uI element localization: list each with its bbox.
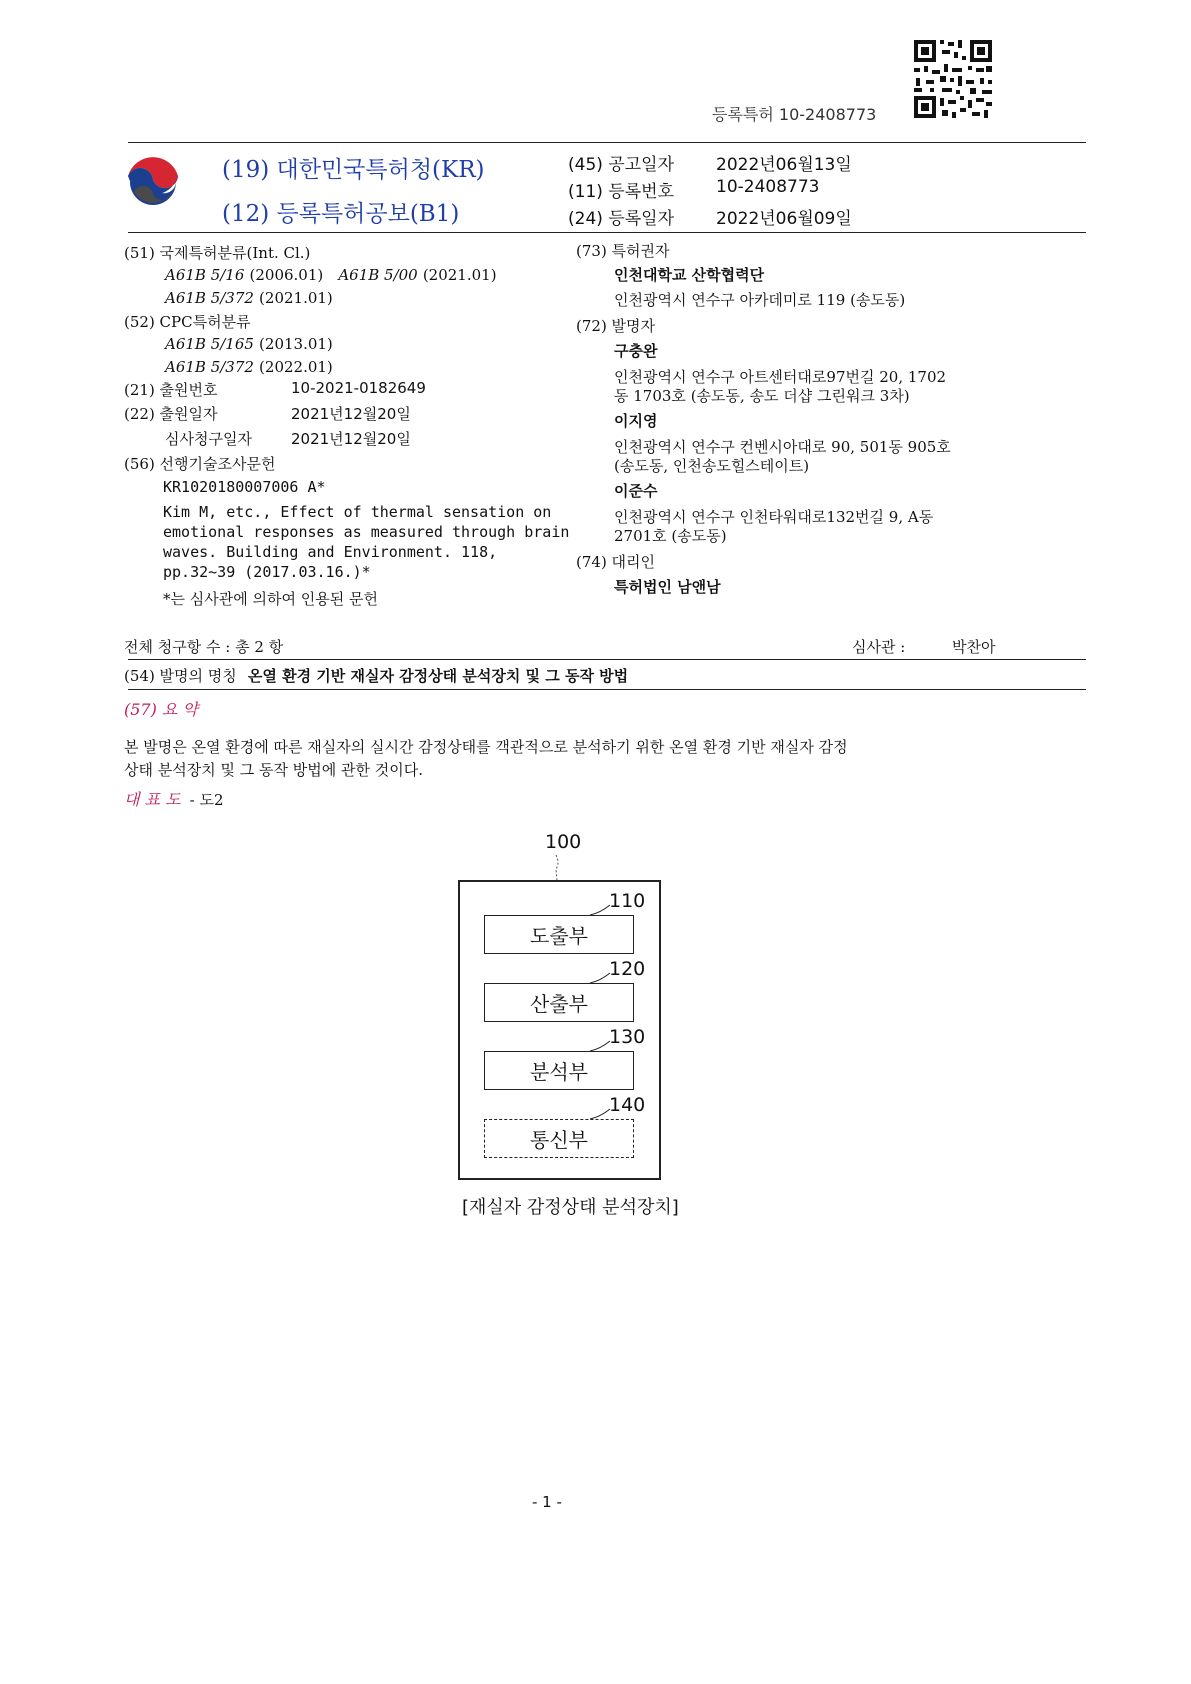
- inventor-address: (송도동, 인천송도힐스테이트): [614, 457, 810, 475]
- outer-ref-number: 100: [545, 831, 582, 853]
- inventor-name: 구충완: [614, 342, 658, 360]
- ipc-code: A61B 5/16: [165, 266, 245, 284]
- abstract-heading: (57) 요 약: [124, 700, 198, 719]
- patentee-address: 인천광역시 연수구 아카데미로 119 (송도동): [614, 291, 906, 309]
- block-communication: 통신부: [484, 1119, 634, 1158]
- registration-number: 등록특허 10-2408773: [712, 105, 877, 124]
- title-label: (54) 발명의 명칭: [124, 667, 237, 685]
- inventor-name: 이지영: [614, 412, 658, 430]
- cpc-year: (2013.01): [259, 335, 333, 353]
- exam-date: 2021년12월20일: [291, 430, 411, 448]
- agent-label: (74) 대리인: [576, 553, 656, 571]
- app-date-label: (22) 출원일자: [124, 405, 218, 423]
- block-ref-number: 110: [609, 890, 646, 912]
- rep-label: 대 표 도: [124, 790, 181, 809]
- block-ref-number: 140: [609, 1094, 646, 1116]
- title-rule: [128, 689, 1086, 690]
- ipc-year: (2021.01): [259, 289, 333, 307]
- inventor-address: 인천광역시 연수구 컨벤시아대로 90, 501동 905호: [614, 438, 951, 456]
- agent-name: 특허법인 남앤남: [614, 578, 721, 596]
- page-number: - 1 -: [532, 1493, 562, 1511]
- patentee-label: (73) 특허권자: [576, 242, 670, 260]
- header-rule: [128, 232, 1086, 233]
- ipc-line-2: [165, 288, 333, 307]
- inventor-address: 2701호 (송도동): [614, 527, 727, 545]
- top-rule: [128, 142, 1086, 143]
- block-ref-number: 120: [609, 958, 646, 980]
- cpc-code: A61B 5/372: [165, 358, 254, 376]
- examiner-name: 박찬아: [952, 638, 996, 656]
- inventor-label: (72) 발명자: [576, 317, 656, 335]
- pub-info-value: 10-2408773: [716, 177, 820, 197]
- cpc-code: A61B 5/165: [165, 335, 254, 353]
- app-date: 2021년12월20일: [291, 405, 411, 423]
- taegeuk-logo-icon: [124, 152, 182, 210]
- exam-label: 심사청구일자: [165, 430, 252, 448]
- ipc-line-1: [165, 265, 497, 284]
- pub-info-value: 2022년06월09일: [716, 209, 852, 229]
- claims-total: 전체 청구항 수 : 총 2 항: [124, 638, 284, 656]
- prior-art-2-line: waves. Building and Environment. 118,: [163, 543, 498, 561]
- block-analysis: 분석부: [484, 1051, 634, 1090]
- app-no-label: (21) 출원번호: [124, 381, 218, 399]
- inventor-address: 인천광역시 연수구 인천타워대로132번길 9, A동: [614, 508, 934, 526]
- inventor-address: 인천광역시 연수구 아트센터대로97번길 20, 1702: [614, 368, 947, 386]
- ipc-year: (2006.01): [249, 266, 324, 284]
- claims-rule: [128, 659, 1086, 660]
- patentee-name: 인천대학교 산학협력단: [614, 266, 765, 284]
- cpc-line-2: [165, 357, 333, 376]
- abstract-line: 상태 분석장치 및 그 동작 방법에 관한 것이다.: [124, 761, 423, 779]
- prior-art-2-line: emotional responses as measured through brain: [163, 523, 570, 541]
- pub-info-code: (45) 공고일자: [568, 155, 674, 175]
- office-title: (19) 대한민국특허청(KR): [222, 157, 485, 183]
- invention-title: [124, 665, 628, 686]
- rep-value: - 도2: [189, 791, 224, 809]
- pub-info-value: 2022년06월13일: [716, 155, 852, 175]
- ipc-year: (2021.01): [422, 266, 497, 284]
- representative-figure: [124, 787, 224, 810]
- prior-art-2-line: pp.32~39 (2017.03.16.)*: [163, 563, 371, 581]
- abstract-line: 본 발명은 온열 환경에 따른 재실자의 실시간 감정상태를 객관적으로 분석하기 위한 온열 환경 기반 재실자 감정: [124, 738, 848, 756]
- ipc-label: (51) 국제특허분류(Int. Cl.): [124, 244, 311, 262]
- block-ref-number: 130: [609, 1026, 646, 1048]
- publication-kind: (12) 등록특허공보(B1): [222, 201, 460, 227]
- cpc-line-1: [165, 334, 333, 353]
- prior-art-label: (56) 선행기술조사문헌: [124, 455, 276, 473]
- block-calculation: 산출부: [484, 983, 634, 1022]
- prior-art-1: KR1020180007006 A*: [163, 478, 326, 496]
- cpc-year: (2022.01): [259, 358, 333, 376]
- block-derivation: 도출부: [484, 915, 634, 954]
- inventor-address: 동 1703호 (송도동, 송도 더샵 그린워크 3차): [614, 387, 910, 405]
- ipc-code: A61B 5/372: [165, 289, 254, 307]
- figure-caption: [재실자 감정상태 분석장치]: [462, 1197, 679, 1218]
- inventor-name: 이준수: [614, 482, 658, 500]
- pub-info-code: (24) 등록일자: [568, 209, 674, 229]
- ipc-code: A61B 5/00: [338, 266, 418, 284]
- title-text: 온열 환경 기반 재실자 감정상태 분석장치 및 그 동작 방법: [247, 667, 629, 685]
- pub-info-code: (11) 등록번호: [568, 182, 674, 202]
- app-no: 10-2021-0182649: [291, 379, 426, 397]
- cited-note: *는 심사관에 의하여 인용된 문헌: [163, 590, 378, 608]
- cpc-label: (52) CPC특허분류: [124, 313, 251, 331]
- examiner-label: 심사관 :: [852, 638, 906, 656]
- qr-code-icon: [912, 38, 994, 120]
- prior-art-2-line: Kim M, etc., Effect of thermal sensation on: [163, 503, 552, 521]
- outer-leader-line: [552, 855, 564, 881]
